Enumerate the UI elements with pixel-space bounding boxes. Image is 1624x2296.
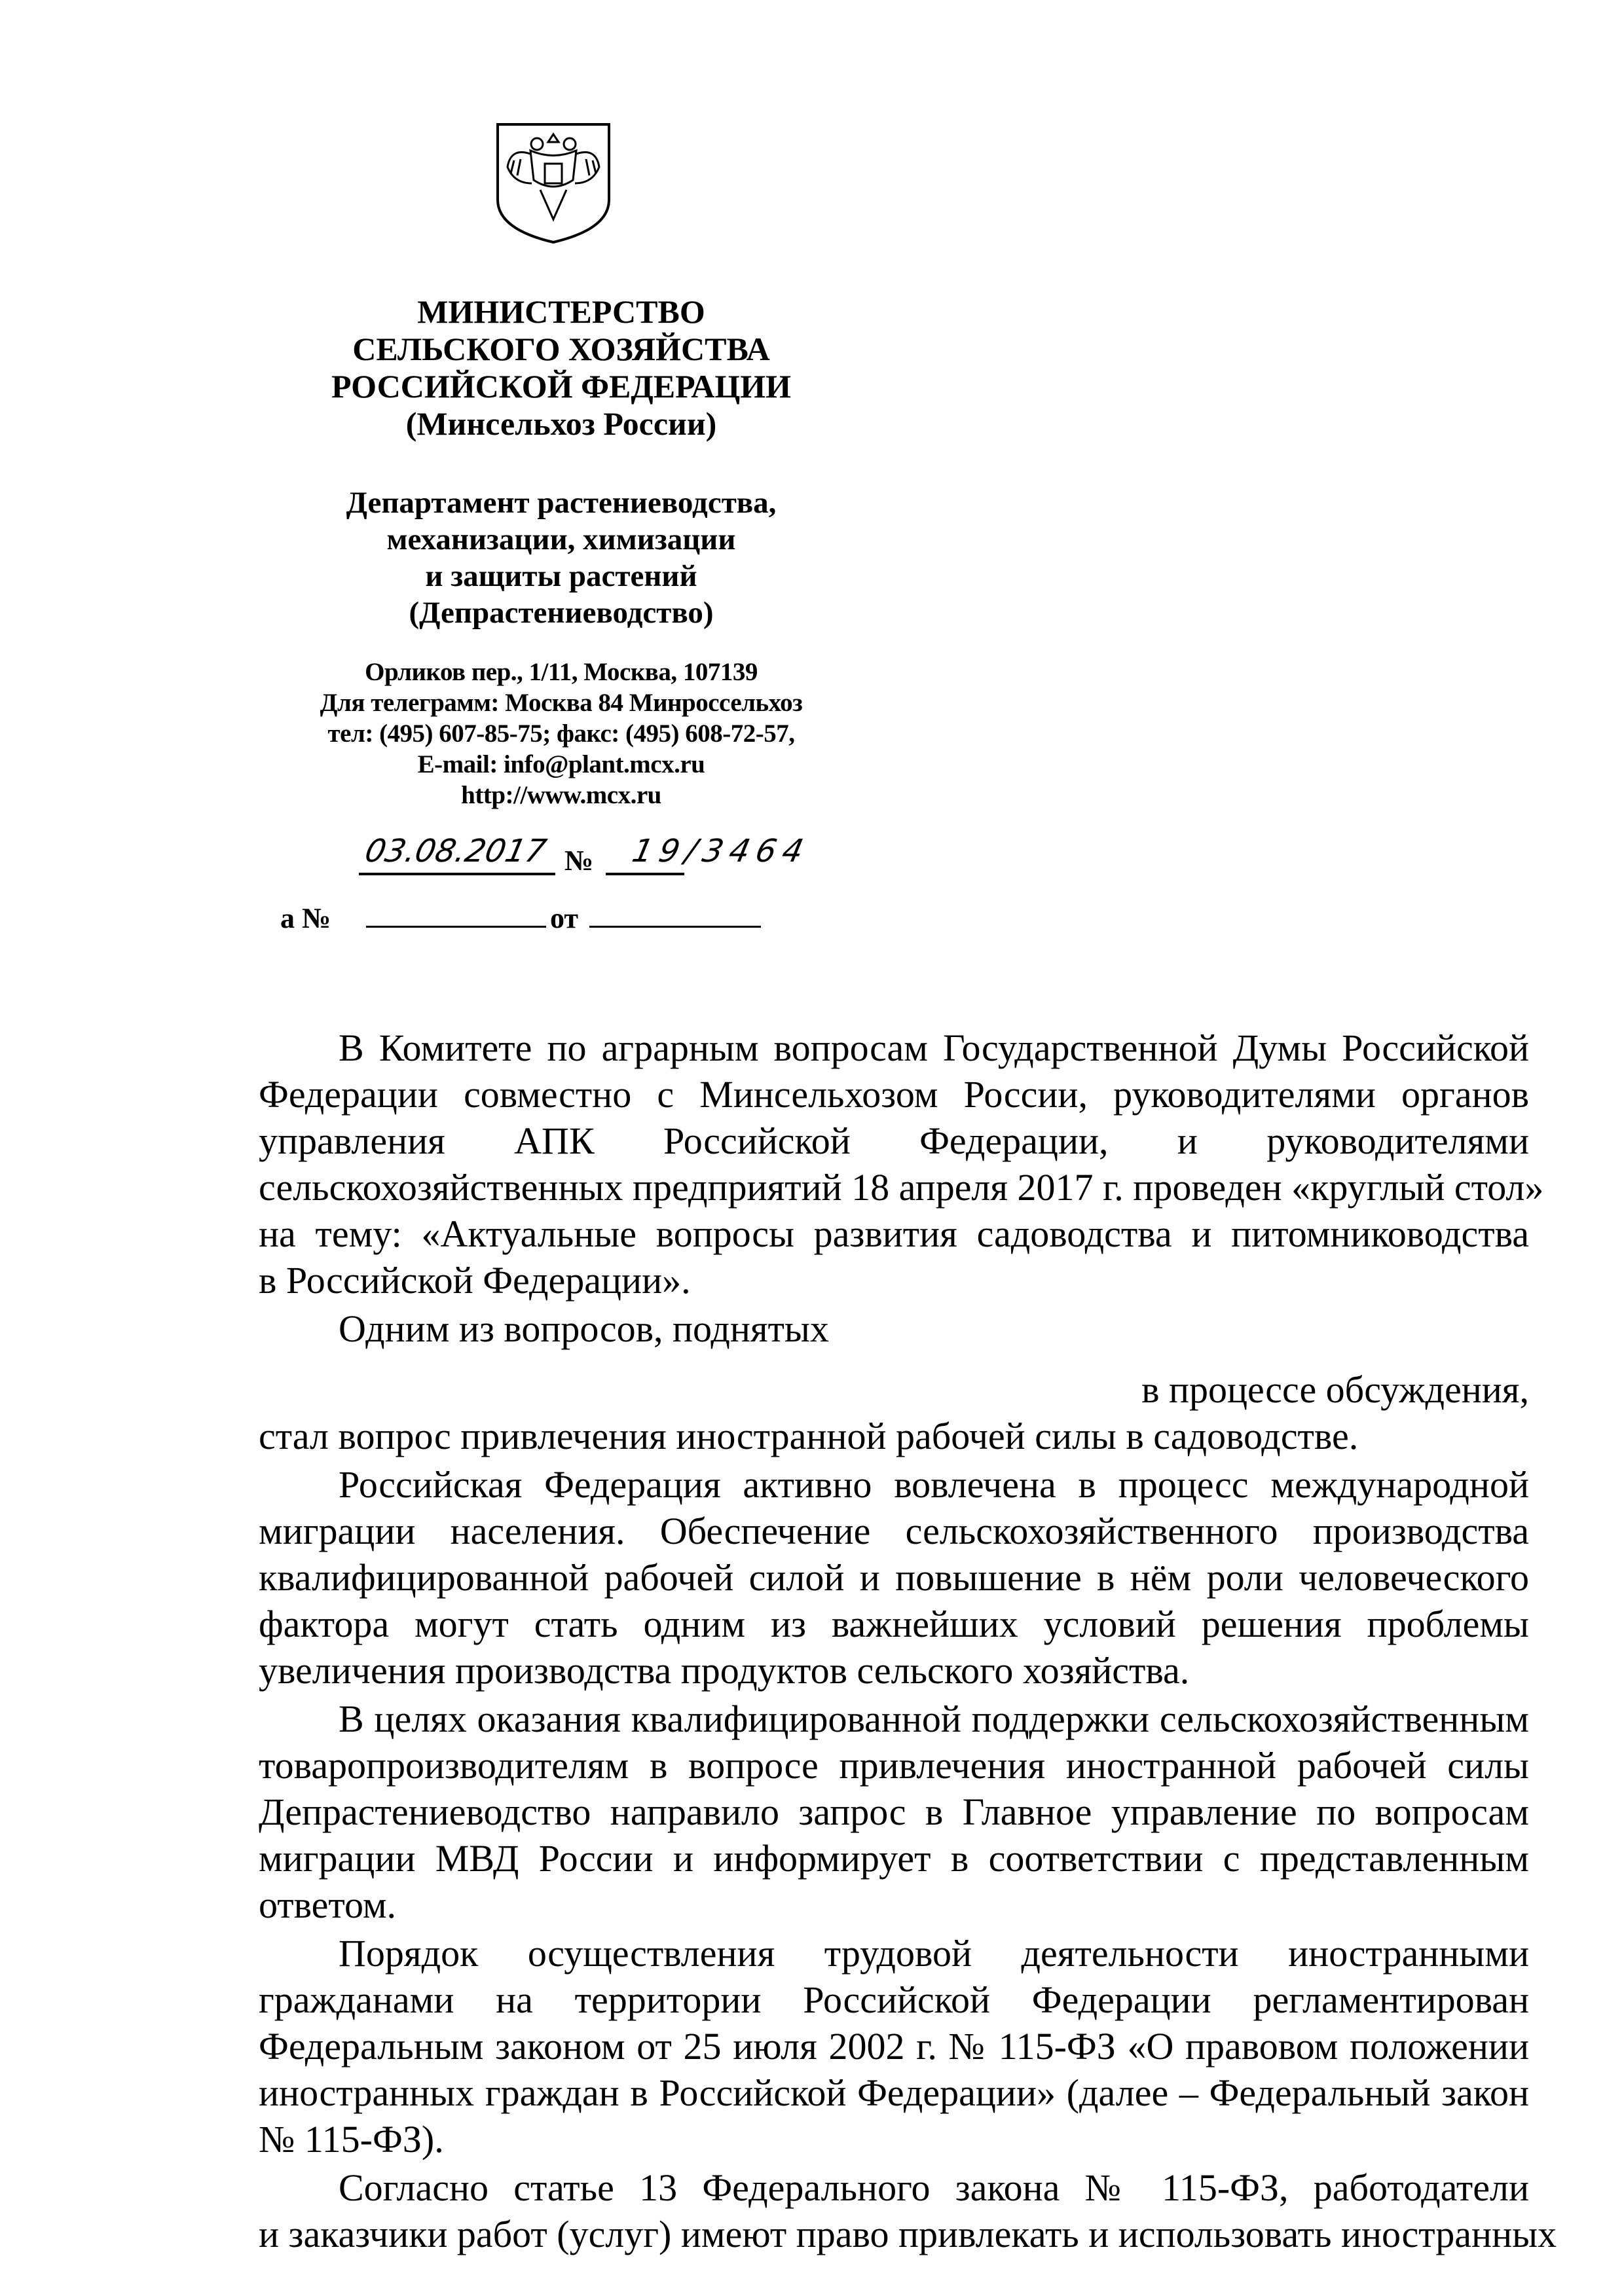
address-line: Орликов пер., 1/11, Москва, 107139 — [365, 658, 758, 686]
address-line: http://www.mcx.ru — [461, 781, 661, 809]
text-line: миграции населения. Обеспечение сельскохозяйственного производства — [259, 1510, 1529, 1552]
text-line: увеличения производства продуктов сельского хозяйства. — [259, 1649, 1190, 1692]
date-underline — [359, 873, 555, 875]
address-line: Для телеграмм: Москва 84 Минроссельхоз — [320, 689, 803, 717]
ministry-line: РОССИЙСКОЙ ФЕДЕРАЦИИ — [331, 368, 792, 405]
contact-block — [299, 657, 823, 811]
text-line: стал вопрос привлечения иностранной рабочей силы в садоводстве. — [259, 1415, 1359, 1457]
letter-body — [259, 1025, 1557, 2257]
text-line: Порядок осуществления трудовой деятельности иностранными — [339, 1932, 1529, 1975]
handwritten-number: 19/3464 — [629, 833, 813, 869]
text-line: в Российской Федерации». — [259, 1259, 691, 1302]
department-name — [299, 484, 823, 631]
text-line: в процессе обсуждения, — [1141, 1368, 1529, 1411]
text-line: В Комитете по аграрным вопросам Государственной Думы Российской — [339, 1027, 1529, 1069]
text-line: № 115-ФЗ). — [259, 2118, 444, 2160]
reply-from-label: от — [550, 902, 579, 934]
text-line: ответом. — [259, 1884, 397, 1926]
text-line: сельскохозяйственных предприятий 18 апреля 2017 г. проведен «круглый стол» — [259, 1166, 1544, 1209]
paragraph — [259, 1696, 1529, 1928]
ministry-line: МИНИСТЕРСТВО — [417, 293, 705, 330]
paragraph — [259, 1305, 1529, 1459]
text-line: Депрастениеводство направило запрос в Главное управление по вопросам — [259, 1791, 1529, 1833]
department-line: (Депрастениеводство) — [409, 596, 714, 630]
text-line: иностранных граждан в Российской Федерации» (далее – Федеральный закон — [259, 2071, 1529, 2114]
ministry-line: СЕЛЬСКОГО ХОЗЯЙСТВА — [352, 331, 770, 367]
paragraph — [259, 2164, 1557, 2257]
address-line: E-mail: info@plant.mcx.ru — [417, 750, 705, 778]
coat-of-arms-icon — [485, 121, 622, 246]
paragraph — [259, 1461, 1529, 1694]
reply-date-blank — [589, 926, 761, 928]
text-line: управления АПК Российской Федерации, и руководителями — [259, 1120, 1529, 1162]
reply-number-blank — [366, 926, 546, 928]
paragraph — [259, 1930, 1529, 2162]
number-underline — [606, 873, 684, 875]
handwritten-date: 03.08.2017 — [361, 833, 550, 869]
text-line: квалифицированной рабочей силой и повышение в нём роли человеческого — [259, 1556, 1529, 1599]
department-line: и защиты растений — [425, 559, 697, 593]
department-line: механизации, химизации — [386, 522, 736, 556]
text-line: Согласно статье 13 Федерального закона № 115-ФЗ, работодатели — [339, 2166, 1529, 2209]
department-line: Департамент растениеводства, — [346, 486, 777, 520]
ministry-line: (Минсельхоз России) — [405, 405, 717, 442]
text-line: на тему: «Актуальные вопросы развития садоводства и питомниководства — [259, 1212, 1529, 1255]
text-line: гражданами на территории Российской Федерации регламентирован — [259, 1978, 1529, 2021]
reply-number-label: а № — [280, 902, 331, 934]
number-sign: № — [564, 845, 594, 877]
text-line: Одним из вопросов, поднятых — [339, 1307, 829, 1350]
text-line: товаропроизводителям в вопросе привлечения иностранной рабочей силы — [259, 1744, 1529, 1787]
text-line: Федеральным законом от 25 июля 2002 г. № 115-ФЗ «О правовом положении — [259, 2025, 1529, 2068]
text-line: Федерации совместно с Минсельхозом России, руководителями органов — [259, 1073, 1529, 1116]
ministry-name — [299, 293, 823, 443]
text-line: фактора могут стать одним из важнейших условий решения проблемы — [259, 1603, 1529, 1645]
address-line: тел: (495) 607-85-75; факс: (495) 608-72-57, — [327, 720, 795, 748]
text-line: миграции МВД России и информирует в соответствии с представленным — [259, 1837, 1529, 1880]
text-line: Российская Федерация активно вовлечена в процесс международной — [339, 1463, 1529, 1506]
paragraph — [259, 1025, 1544, 1303]
text-line: В целях оказания квалифицированной поддержки сельскохозяйственным — [339, 1698, 1529, 1740]
text-line: и заказчики работ (услуг) имеют право привлекать и использовать иностранных — [259, 2213, 1557, 2255]
